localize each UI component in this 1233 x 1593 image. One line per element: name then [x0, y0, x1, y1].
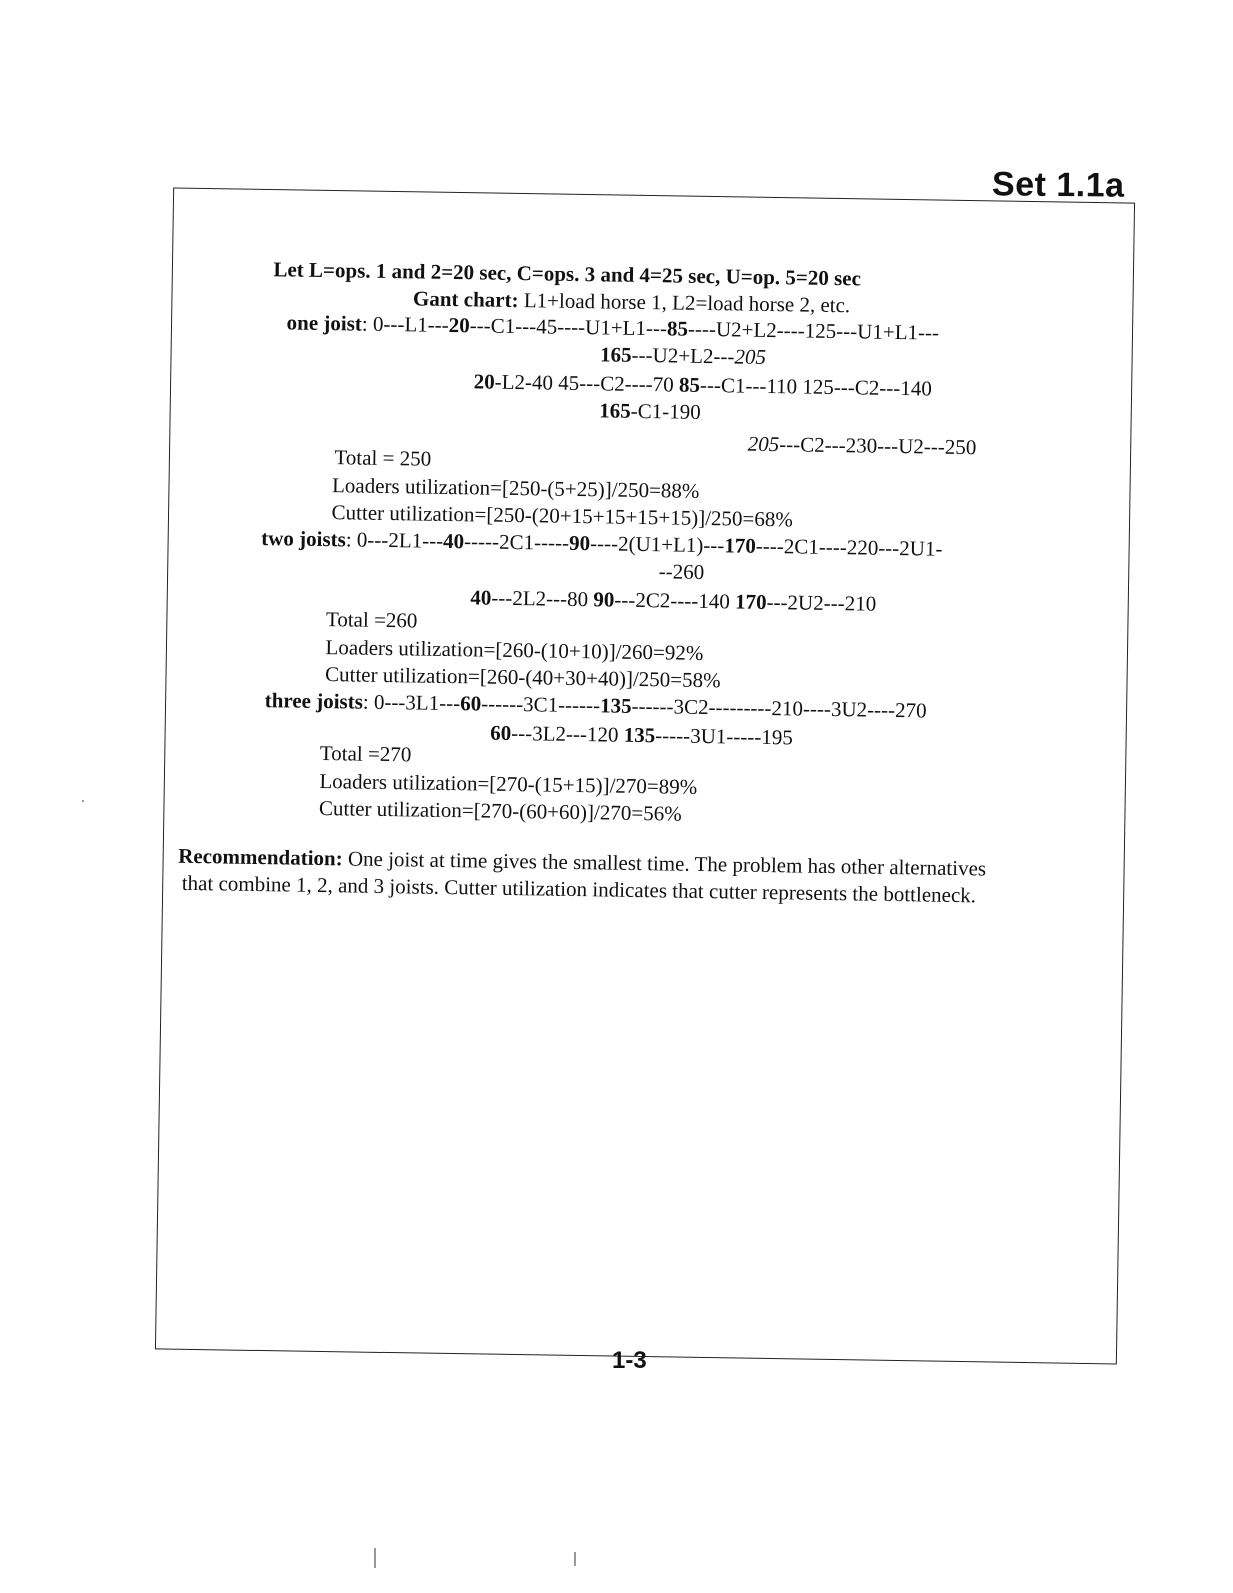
timeline-segment: ----2(U1+L1)---	[589, 531, 725, 558]
one-joist-line-3	[474, 369, 933, 400]
three-joists-loaders-utilization: Loaders utilization=[270-(15+15)]/270=89%	[319, 768, 698, 799]
recommendation-line-2: that combine 1, 2, and 3 joists. Cutter utilization indicates that cutter represents the bottleneck.	[181, 870, 977, 908]
timeline-segment: 135	[599, 693, 632, 718]
one-joist-line-5	[748, 432, 977, 460]
seg	[346, 527, 943, 560]
timeline-segment: 135	[623, 722, 656, 748]
seg	[748, 432, 977, 460]
timeline-segment: 165	[599, 398, 631, 423]
recommendation-label: Recommendation:	[178, 843, 343, 871]
timeline-segment: ---2L2---80	[491, 585, 594, 612]
timeline-segment: 90	[593, 587, 615, 612]
two-joists-line-3	[470, 585, 876, 615]
one-joist-label: one joist	[286, 310, 363, 336]
one-joist-total: Total = 250	[334, 445, 432, 471]
gantt-text: L1+load horse 1, L2=load horse 2, etc.	[518, 288, 851, 318]
timeline-segment: ------3C1------	[481, 691, 601, 718]
timeline-segment: 40	[442, 528, 465, 554]
timeline-segment: 20	[473, 369, 495, 394]
scan-mark	[82, 800, 84, 802]
three-joists-line-1	[265, 688, 927, 722]
timeline-segment: : 0---3L1---	[362, 689, 461, 716]
timeline-segment: -L2-40 45---C2----70	[494, 369, 680, 397]
timeline-segment: : 0---L1---	[361, 311, 449, 337]
three-joists-total: Total =270	[319, 740, 412, 767]
two-joists-total: Total =260	[325, 607, 418, 633]
one-joist-loaders-utilization: Loaders utilization=[250-(5+25)]/250=88%	[331, 473, 700, 503]
timeline-segment: 170	[734, 589, 767, 614]
seg	[490, 721, 793, 750]
timeline-segment: 60	[490, 720, 512, 745]
two-joists-line-1	[261, 526, 943, 561]
one-joist-line-2	[600, 342, 766, 369]
two-joists-cutter-utilization: Cutter utilization=[260-(40+30+40)]/250=58%	[324, 662, 721, 693]
timeline-segment: ---2C2----140	[614, 587, 736, 614]
three-joists-line-2	[490, 721, 793, 750]
timeline-segment: -----3U1-----195	[655, 723, 794, 750]
timeline-segment: : 0---2L1---	[345, 527, 444, 553]
two-joists-label: two joists	[261, 526, 346, 552]
three-joists-cutter-utilization: Cutter utilization=[270-(60+60)]/270=56%	[318, 795, 682, 826]
seg	[600, 342, 766, 369]
seg	[470, 585, 876, 615]
timeline-segment: 85	[678, 372, 701, 397]
timeline-segment: ----U2+L2----125---U1+L1---	[687, 316, 940, 345]
timeline-segment: 40	[470, 585, 492, 610]
timeline-segment: -C1-190	[630, 398, 701, 424]
problem-definition: Let L=ops. 1 and 2=20 sec, C=ops. 3 and 4=25 sec, U=op. 5=20 sec	[273, 257, 862, 291]
timeline-segment: ----2C1----220---2U1-	[755, 533, 943, 561]
timeline-segment: 170	[724, 533, 757, 558]
timeline-segment: ---3L2---120	[511, 720, 624, 747]
set-title: Set 1.1a	[991, 165, 1125, 205]
timeline-segment: ---2U2---210	[766, 589, 877, 616]
recommendation-text-1: One joist at time gives the smallest time. The problem has other alternatives	[342, 846, 987, 881]
two-joists-line-2	[659, 559, 705, 584]
seg	[599, 398, 701, 424]
three-joists-label: three joists	[264, 688, 364, 714]
timeline-segment: 205	[747, 431, 780, 457]
seg	[474, 369, 933, 400]
one-joist-cutter-utilization: Cutter utilization=[250-(20+15+15+15+15)]/250=68%	[331, 500, 794, 532]
timeline-segment: 85	[666, 316, 689, 341]
page-number: 1-3	[612, 1347, 647, 1374]
scan-mark	[374, 1548, 376, 1568]
timeline-segment: --260	[658, 559, 705, 585]
timeline-segment: 90	[568, 530, 591, 556]
scan-mark	[574, 1552, 576, 1566]
timeline-segment: ---C1---45----U1+L1---	[469, 313, 668, 341]
one-joist-line-4	[599, 398, 701, 424]
timeline-segment: ---U2+L2---	[631, 342, 735, 369]
timeline-segment: 165	[599, 342, 632, 367]
seg	[659, 559, 705, 584]
timeline-segment: 60	[460, 691, 482, 716]
timeline-segment: -----2C1-----	[463, 529, 570, 555]
gantt-label: Gant chart:	[412, 286, 519, 313]
two-joists-loaders-utilization: Loaders utilization=[260-(10+10)]/260=92%	[325, 635, 704, 665]
seg	[363, 690, 927, 723]
timeline-segment: 20	[448, 312, 470, 338]
timeline-segment: ------3C2---------210----3U2----270	[631, 693, 927, 723]
timeline-segment: ---C1---110 125---C2---140	[699, 372, 933, 401]
timeline-segment: 205	[734, 344, 767, 369]
timeline-segment: ---C2---230---U2---250	[779, 432, 977, 460]
seg	[362, 312, 940, 345]
